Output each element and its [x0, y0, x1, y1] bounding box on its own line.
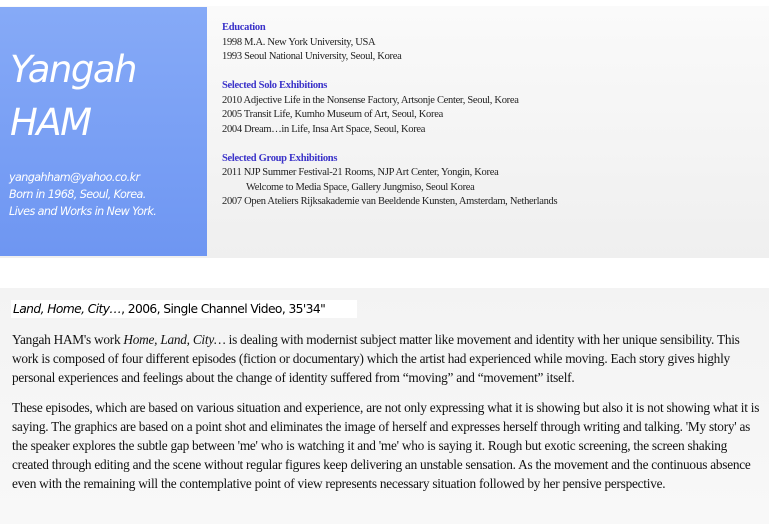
solo-exhibition-item: 2010 Adjective Life in the Nonsense Factory, Artsonje Center, Seoul, Korea: [222, 94, 519, 106]
education-item: 1993 Seoul National University, Seoul, Korea: [222, 51, 402, 62]
solo-exhibitions-heading: Selected Solo Exhibitions: [222, 80, 328, 91]
artist-email[interactable]: yangahham@yahoo.co.kr: [9, 171, 140, 184]
education-section: [222, 21, 762, 65]
artist-first-name: Yangah: [10, 48, 136, 91]
solo-exhibition-item: 2005 Transit Life, Kumho Museum of Art, Seoul, Korea: [222, 109, 443, 120]
artist-name-card: [0, 7, 207, 256]
group-exhibition-item: 2007 Open Ateliers Rijksakademie van Beeldende Kunsten, Amsterdam, Netherlands: [222, 196, 558, 207]
artist-name: [10, 43, 136, 149]
group-exhibition-item: Welcome to Media Space, Gallery Jungmiso, Seoul Korea: [246, 181, 475, 193]
solo-exhibition-item: 2004 Dream…in Life, Insa Art Space, Seoul, Korea: [222, 123, 426, 135]
artist-lives: Lives and Works in New York.: [9, 205, 157, 218]
artist-last-name: HAM: [10, 101, 91, 144]
group-exhibitions-heading: Selected Group Exhibitions: [222, 152, 338, 164]
work-title-details: , 2006, Single Channel Video, 35'34": [121, 302, 326, 316]
description-paragraph-1: [12, 330, 764, 387]
group-exhibition-item: 2011 NJP Summer Festival-21 Rooms, NJP Art Center, Yongin, Korea: [222, 167, 499, 178]
description-p1-title: Home, Land, City…: [123, 332, 226, 347]
education-item: 1998 M.A. New York University, USA: [222, 36, 376, 48]
description-paragraph-2: These episodes, which are based on various situation and experience, are not only expressing what it is showing but also it is not showing what it is saying. The graphics are based on a point shot and eliminates the image of herself and expresses herself through writing and talking. 'My story' as the speaker explores the subtle gap between 'me' who is watching it and 'me' who is saying it. Rough but exotic screening, the screen shaking created through editing and the scene without regular figures keep delivering an unstable sensation. As the movement and the continuous absence even with the remaining will the contemplative point of view represents necessary situation followed by her pensive perspective.: [12, 400, 760, 491]
work-description: [12, 330, 764, 504]
artist-born: Born in 1968, Seoul, Korea.: [9, 188, 146, 201]
artist-info: [9, 169, 156, 220]
group-exhibitions-section: [222, 152, 762, 210]
education-heading: Education: [222, 22, 266, 33]
description-p1-start: Yangah HAM's work: [12, 332, 124, 347]
solo-exhibitions-section: [222, 79, 762, 137]
cv-list: [222, 21, 762, 224]
work-title: [11, 300, 357, 318]
description-p1-rest: is dealing with modernist subject matter like movement and identity with her unique sensibility. This work is composed of four different episodes (fiction or documentary) which the artist had experienced while moving. Each story gives highly personal experiences and feelings about the change of identity suffered from “moving” and “movement” itself.: [12, 332, 740, 385]
work-title-italic: Land, Home, City…: [13, 302, 122, 316]
